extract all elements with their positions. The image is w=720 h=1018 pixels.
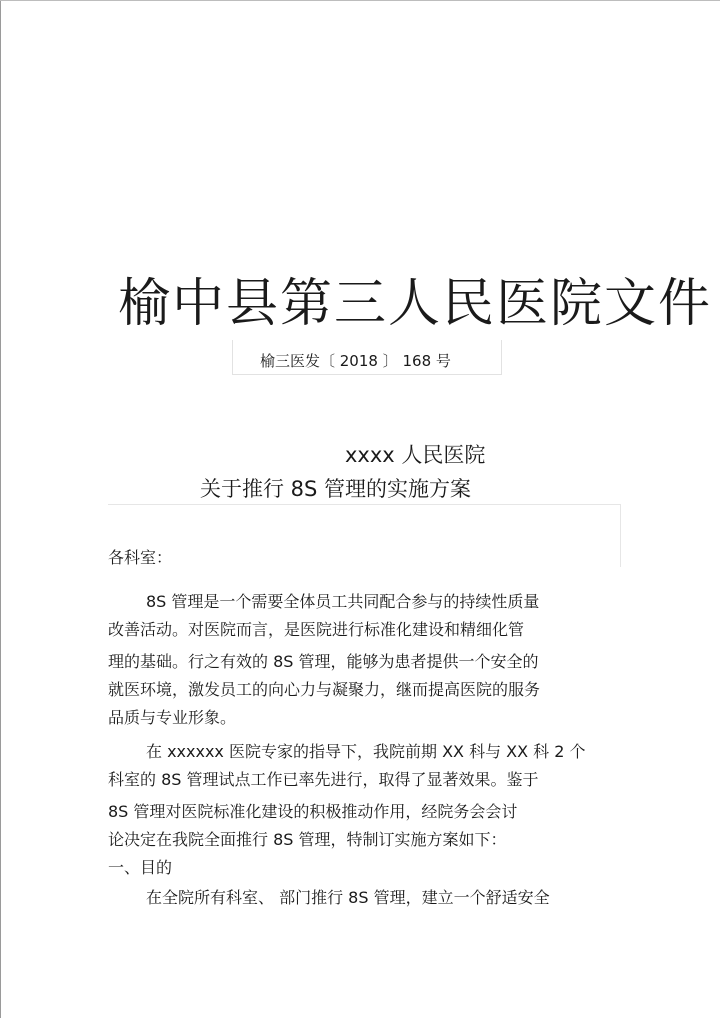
- body-line: 就医环境，激发员工的向心力与凝聚力，继而提高医院的服务: [108, 680, 541, 699]
- body-line: 在 xxxxxx 医院专家的指导下，我院前期 XX 科与 XX 科 2 个: [146, 742, 586, 761]
- body-line: 8S 管理对医院标准化建设的积极推动作用，经院务会会讨: [108, 802, 518, 821]
- document-number: 榆三医发〔 2018 〕 168 号: [260, 352, 451, 370]
- body-line: 科室的 8S 管理试点工作已率先进行，取得了显著效果。鉴于: [108, 770, 539, 789]
- section-heading: 一、目的: [108, 858, 173, 877]
- body-line: 在全院所有科室、 部门推行 8S 管理，建立一个舒适安全: [146, 888, 550, 907]
- heading-plan-title: 关于推行 8S 管理的实施方案: [200, 477, 472, 501]
- body-line: 品质与专业形象。: [108, 708, 237, 727]
- body-line: 8S 管理是一个需要全体员工共同配合参与的持续性质量: [146, 592, 540, 611]
- heading-hospital-name: xxxx 人民医院: [345, 443, 486, 467]
- salutation: 各科室：: [108, 548, 173, 567]
- heading-rule-frame: [108, 504, 621, 567]
- body-line: 论决定在我院全面推行 8S 管理，特制订实施方案如下：: [108, 830, 507, 849]
- body-line: 改善活动。对医院而言，是医院进行标准化建设和精细化管: [108, 620, 525, 639]
- page-edge-top: [0, 0, 720, 1]
- body-line: 理的基础。行之有效的 8S 管理，能够为患者提供一个安全的: [108, 652, 539, 671]
- page-edge-left: [0, 0, 1, 1018]
- document-title: 榆中县第三人民医院文件: [118, 274, 713, 334]
